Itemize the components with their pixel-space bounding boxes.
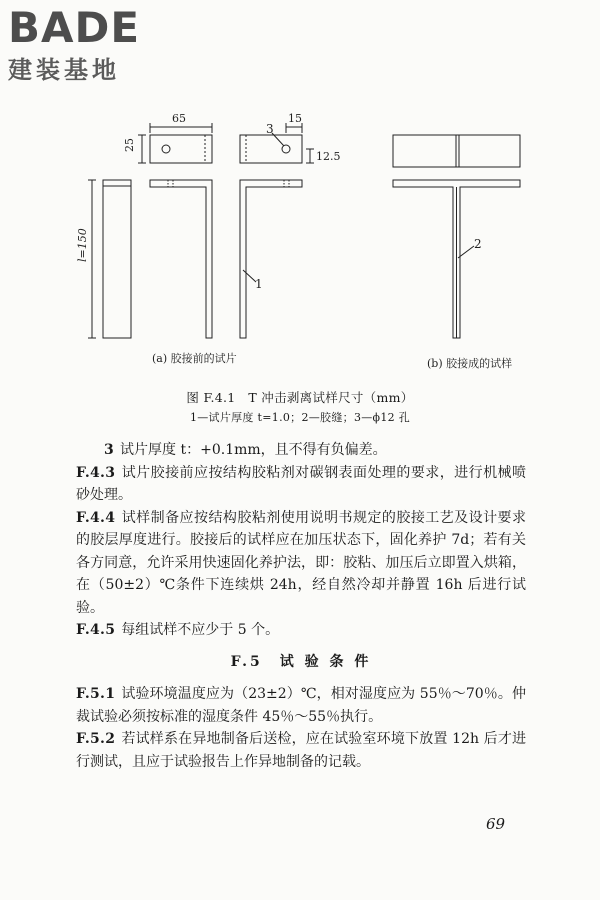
hole-right-icon [282, 145, 290, 153]
clause-text: 试片胶接前应按结构胶粘剂对碳钢表面处理的要求，进行机械喷砂处理。 [76, 464, 526, 503]
page-number: 69 [486, 815, 506, 833]
item-3 [76, 439, 526, 462]
dim-label-12-5: 12.5 [316, 150, 341, 163]
l-specimen-right [240, 180, 302, 338]
l-specimen-left [150, 180, 212, 338]
callout-2: 2 [474, 237, 482, 251]
clause-text: 每组试样不应少于 5 个。 [121, 622, 280, 638]
clause-number: F.4.4 [76, 509, 116, 526]
clause-f-4-5 [76, 619, 526, 642]
clause-f-4-3 [76, 462, 526, 507]
logo-wordmark: BADE [8, 3, 141, 52]
hole-left-icon [162, 145, 170, 153]
sub-caption-a: (a) 胶接前的试片 [152, 352, 237, 365]
plate-top-view-left [150, 135, 212, 163]
clause-text: 试样制备应按结构胶粘剂使用说明书规定的胶接工艺及设计要求的胶层厚度进行。胶接后的试样应在加压状态下，固化养护 7d；若有关各方同意，允许采用快速固化养护法，即：胶粘、加压后立即置入烘箱，在（50±2）℃条件下连续烘 24h，经自然冷却并静置 16h 后进行试验。 [76, 509, 526, 616]
dim-label-65: 65 [172, 112, 186, 125]
clause-f-4-4 [76, 507, 526, 620]
section-heading-f5: F.5 试 验 条 件 [230, 653, 372, 670]
clause-text: 若试样系在异地制备后送检，应在试验室环境下放置 12h 后才进行测试，且应于试验报告上作异地制备的记载。 [76, 731, 526, 770]
clause-text: 试片厚度 t：+0.1mm，且不得有负偏差。 [120, 442, 387, 458]
logo-subtitle: 建装基地 [8, 56, 120, 84]
clause-number: F.4.5 [76, 622, 116, 638]
clause-text: 试验环境温度应为（23±2）℃，相对湿度应为 55％～70％。仲裁试验必须按标准的湿度条件 45％～55％执行。 [76, 686, 526, 725]
dim-label-15: 15 [288, 112, 302, 125]
figure-legend: 1—试片厚度 t=1.0；2—胶缝；3—ϕ12 孔 [189, 411, 411, 424]
clause-number: F.5.1 [76, 686, 116, 702]
plate-top-view-right [240, 135, 302, 163]
figure-title: 图 F.4.1 T 冲击剥离试样尺寸（mm） [186, 390, 414, 405]
dim-label-25: 25 [123, 138, 136, 152]
brand-logo [8, 3, 141, 84]
clause-f-5-1 [76, 683, 526, 728]
clause-number: 3 [104, 442, 115, 458]
clause-f-5-2 [76, 728, 526, 773]
callout-3: 3 [266, 122, 274, 136]
clause-number: F.5.2 [76, 731, 116, 747]
dim-label-length: l=150 [76, 228, 89, 262]
strip-side-view [103, 180, 131, 338]
clause-number: F.4.3 [76, 464, 116, 481]
callout-1: 1 [255, 277, 263, 291]
figure-t-peel-specimen [0, 100, 600, 370]
sub-caption-b: (b) 胶接成的试样 [427, 357, 513, 370]
body-text [76, 439, 526, 773]
